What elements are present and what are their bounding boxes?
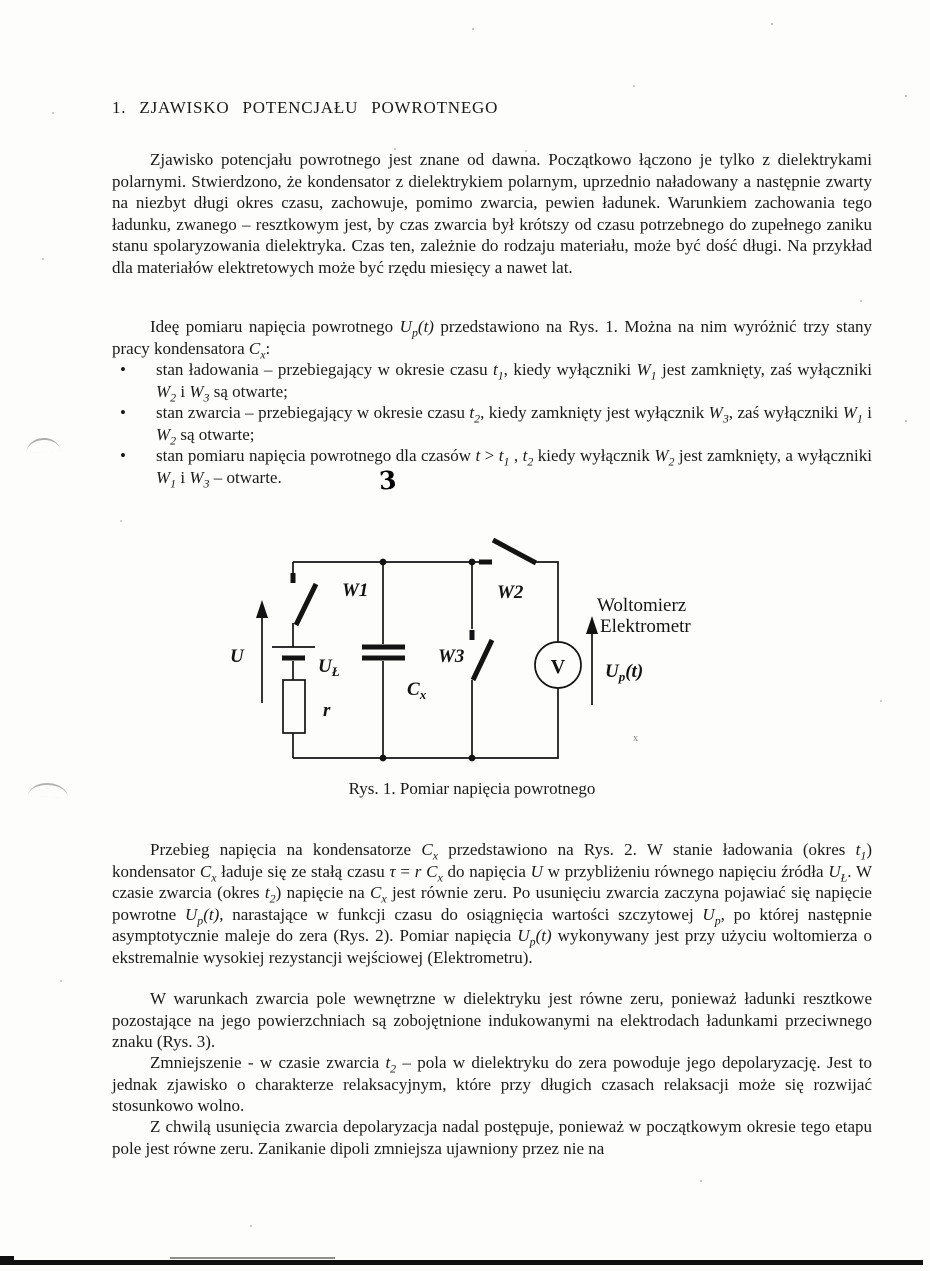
scan-noise: [0, 0, 2, 2]
label-woltomierz: Woltomierz: [597, 595, 687, 616]
paragraph-short-circuit-field: W warunkach zwarcia pole wewnętrzne w dielektryku jest równe zeru, ponieważ ładunki resztkowe pozostające na jego powierzchniach są zobojętnione indukowanymi na elektrodach ładunkami przeciwnego znaku (Rys. 3).: [112, 989, 872, 1051]
paragraph-depolarization: Zmniejszenie - w czasie zwarcia $t_2$ – pola w dielektryku do zera powoduje jego depolaryzację. Jest to jednak zjawisko o charakterze relaksacyjnym, które przy długich czasach relaksacji może się rozwijać stosunkowo wolno.: [112, 1053, 872, 1115]
label-w2: W2: [497, 582, 524, 603]
paragraph-after-short-removal: Z chwilą usunięcia zwarcia depolaryzacja nadal postępuje, ponieważ w początkowym okresie tego etapu pole jest równe zeru. Zanikanie dipoli zmniejsza ujawniony przez nie na: [112, 1117, 872, 1158]
label-ul: $U_Ł$: [318, 656, 340, 679]
junction-dot: [469, 559, 476, 566]
stray-mark: x: [633, 733, 638, 744]
switch-w2-blade: [493, 540, 536, 563]
capacitor-states-list: [112, 359, 872, 488]
circuit-diagram: [220, 530, 710, 765]
paragraph-intro: Zjawisko potencjału powrotnego jest znane od dawna. Początkowo łączono je tylko z dielektrykami polarnymi. Stwierdzono, że kondensator z dielektrykiem polarnym, uprzednio naładowany a następnie zwarty na niezbyt długi okres czasu, zachowuje, pomimo zwarcia, pewien ładunek. Warunkiem zachowania tego ładunku, zwanego – resztkowym jest, by czas zwarcia był krótszy od czasu potrzebnego do zupełnego zaniku stanu spolaryzowania dielektryka. Czas ten, zależnie do rodzaju materiału, może być dość długi. Na przykład dla materiałów elektretowych może być rzędu miesięcy a nawet lat.: [112, 150, 872, 277]
bullet-icon: •: [120, 446, 126, 465]
section-heading: 1. ZJAWISKO POTENCJAŁU POWROTNEGO: [112, 98, 499, 117]
figure-caption: Rys. 1. Pomiar napięcia powrotnego: [348, 779, 596, 798]
resistor-r-body: [283, 680, 305, 733]
margin-pen-mark: [26, 437, 61, 453]
list-item-text: stan pomiaru napięcia powrotnego dla czasów $t > t_1$ , $t_2$ kiedy wyłącznik $W_2$ jest zamknięty, a wyłączniki $W_1$ i $W_3$ – otwarte.: [156, 446, 873, 490]
label-w1: W1: [342, 580, 369, 601]
label-u: U: [230, 646, 244, 667]
list-item-text: stan ładowania – przebiegający w okresie czasu $t_1$, kiedy wyłączniki $W_1$ jest zamknięty, zaś wyłączniki $W_2$ i $W_3$ są otwarte;: [156, 360, 872, 404]
arrow-up-head: [586, 616, 598, 634]
scan-edge-artifact: [0, 1256, 14, 1265]
junction-dot: [380, 559, 387, 566]
list-item: [112, 359, 872, 402]
margin-pen-mark: [28, 782, 68, 797]
paragraph-voltage-course: Przebieg napięcia na kondensatorze $C_x$ przedstawiono na Rys. 2. W stanie ładowania (okres $t_1$) kondensator $C_x$ ładuje się ze stałą czasu τ = r $C_x$ do napięcia U w przybliżeniu równego napięciu źródła $U_Ł$. W czasie zwarcia (okres $t_2$) napięcie na $C_x$ jest równie zeru. Po usunięciu zwarcia zaczyna pojawiać się napięcie powrotne $U_p(t)$, narastające w funkcji czasu do osiągnięcia wartości szczytowej $U_p$, po której następnie asymptotycznie maleje do zera (Rys. 2). Pomiar napięcia $U_p(t)$ wykonywany jest przy użyciu woltomierza o ekstremalnie wysokiej rezystancji wejściowej (Elektrometru).: [112, 840, 873, 967]
list-item: [112, 402, 872, 445]
label-cx: $C_x$: [407, 679, 427, 702]
list-item: [112, 445, 872, 488]
scan-edge-artifact: [170, 1257, 335, 1259]
bullet-icon: •: [120, 403, 126, 422]
handwritten-correction: 3: [378, 465, 398, 496]
list-item-text: stan zwarcia – przebiegający w okresie czasu $t_2$, kiedy zamknięty jest wyłącznik $W_3$, zaś wyłączniki $W_1$ i $W_2$ są otwarte;: [156, 403, 872, 447]
label-r: r: [323, 700, 331, 721]
label-elektrometr: Elektrometr: [600, 616, 691, 637]
label-upt: $U_p(t)$: [605, 661, 644, 684]
label-w3: W3: [438, 646, 465, 667]
junction-dot: [469, 755, 476, 762]
paragraph-idea: Ideę pomiaru napięcia powrotnego $U_p(t)$ przedstawiono na Rys. 1. Można na nim wyróżnić trzy stany pracy kondensatora $C_x$:: [112, 317, 872, 361]
bullet-icon: •: [120, 360, 126, 379]
scan-edge-artifact: [0, 1260, 923, 1265]
wire-right-upper: [536, 562, 558, 642]
arrow-u-head: [256, 600, 268, 618]
switch-w1-blade: [296, 584, 316, 625]
switch-w3-blade: [473, 640, 492, 680]
junction-dot: [380, 755, 387, 762]
voltmeter-v-label: V: [550, 656, 566, 678]
